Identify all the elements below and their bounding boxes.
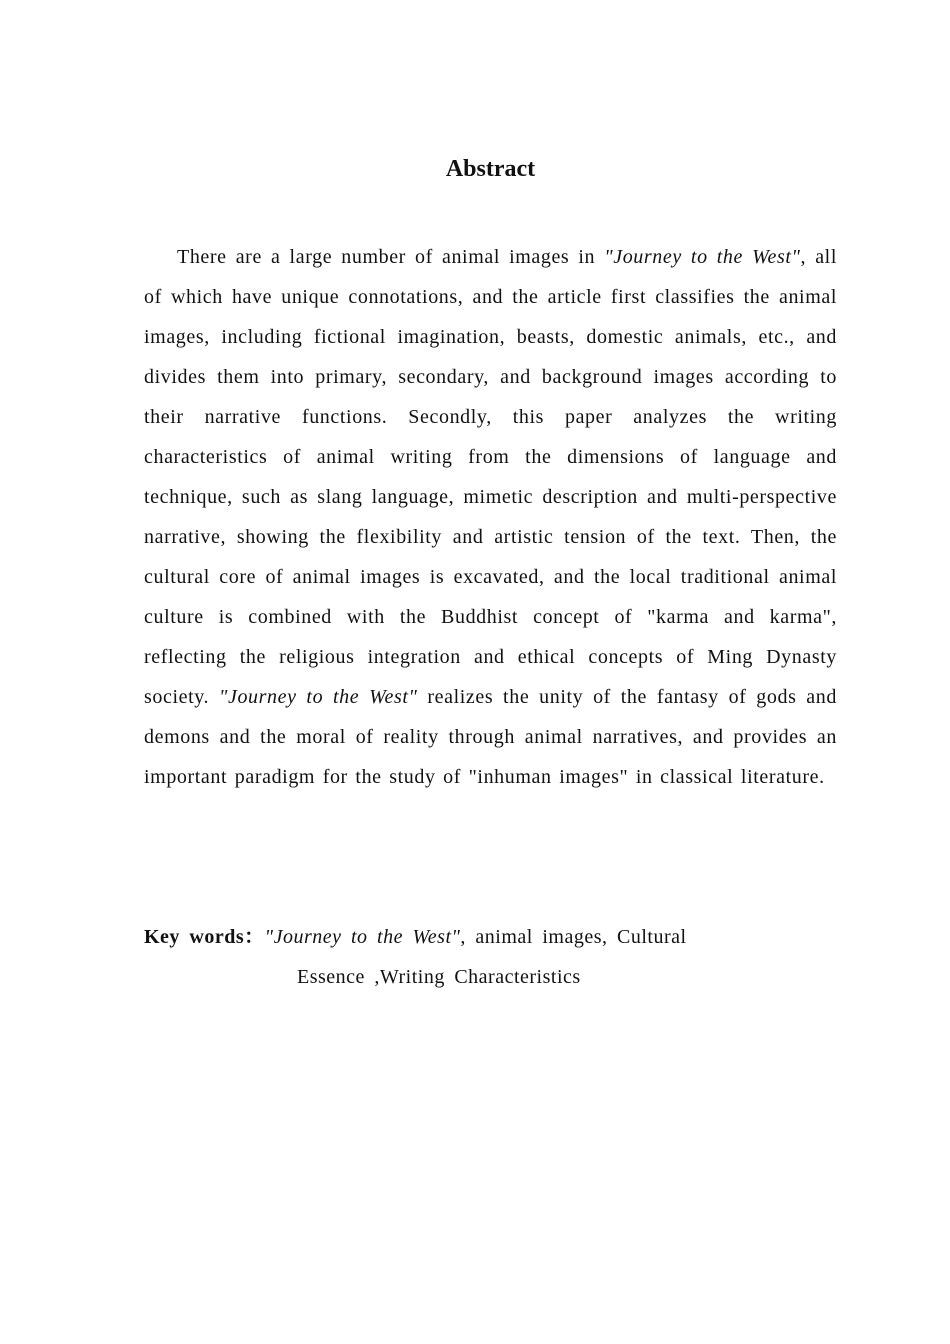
keywords-line1-rest: , animal images, Cultural [460, 926, 687, 948]
abstract-segment-book-title: "Journey to the West" [218, 686, 418, 708]
keywords-label: Key words： [144, 926, 265, 948]
keywords-line2: Essence ,Writing Characteristics [297, 966, 581, 988]
keywords [144, 917, 837, 997]
abstract-segment: realizes the unity of the fantasy of gods and demons and the moral of reality through animal narratives, and provides an important paradigm for the study of "inhuman images" in classical literature. [144, 686, 837, 788]
abstract-segment: , all of which have unique connotations, and the article first classifies the animal images, including fictional imagination, beasts, domestic animals, etc., and divides them into primary, secondary, and background images according to their narrative functions. Secondly, this paper analyzes the writing characteristics of animal writing from the dimensions of language and technique, such as slang language, mimetic description and multi-perspective narrative, showing the flexibility and artistic tension of the text. Then, the cultural core of animal images is excavated, and the local traditional animal culture is combined with the Buddhist concept of "karma and karma", reflecting the religious integration and ethical concepts of Ming Dynasty society. [144, 246, 837, 708]
abstract-segment-book-title: "Journey to the West" [604, 246, 801, 268]
abstract-segment: There are a large number of animal images in [177, 246, 605, 268]
abstract-heading: Abstract [445, 156, 536, 182]
keyword-book-title: "Journey to the West" [264, 926, 461, 948]
abstract-body [144, 237, 837, 797]
